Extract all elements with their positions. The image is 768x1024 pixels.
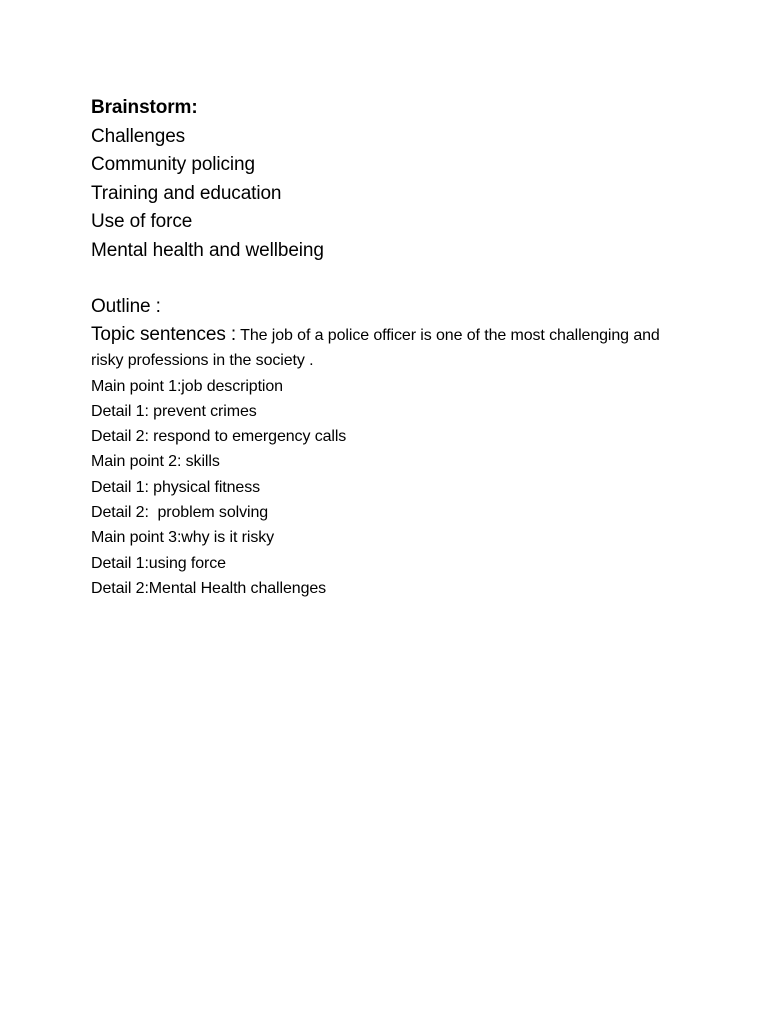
outline-detail: Detail 2: respond to emergency calls xyxy=(91,428,347,446)
brainstorm-item: Community policing xyxy=(91,154,255,175)
outline-main-point: Main point 1:job description xyxy=(91,377,283,395)
brainstorm-heading: Brainstorm: xyxy=(91,97,198,118)
outline-detail: Detail 1: physical fitness xyxy=(91,478,261,496)
brainstorm-item: Use of force xyxy=(91,211,193,232)
outline-detail: Detail 2: problem solving xyxy=(91,503,269,521)
outline-heading: Outline : xyxy=(91,296,161,317)
topic-sentence-text: The job of a police officer is one of the most challenging and risky professions in the society . xyxy=(91,326,660,369)
topic-sentence xyxy=(91,322,691,374)
document-content xyxy=(91,94,691,601)
section-spacer xyxy=(91,265,691,293)
outline-detail: Detail 2:Mental Health challenges xyxy=(91,579,327,597)
outline-main-point: Main point 3:why is it risky xyxy=(91,529,275,547)
brainstorm-item: Training and education xyxy=(91,182,282,204)
brainstorm-item: Challenges xyxy=(91,125,186,147)
topic-sentence-label: Topic sentences : xyxy=(91,323,237,345)
brainstorm-item: Mental health and wellbeing xyxy=(91,239,324,261)
outline-detail: Detail 1:using force xyxy=(91,554,226,572)
outline-main-point: Main point 2: skills xyxy=(91,453,220,471)
outline-detail: Detail 1: prevent crimes xyxy=(91,402,257,420)
